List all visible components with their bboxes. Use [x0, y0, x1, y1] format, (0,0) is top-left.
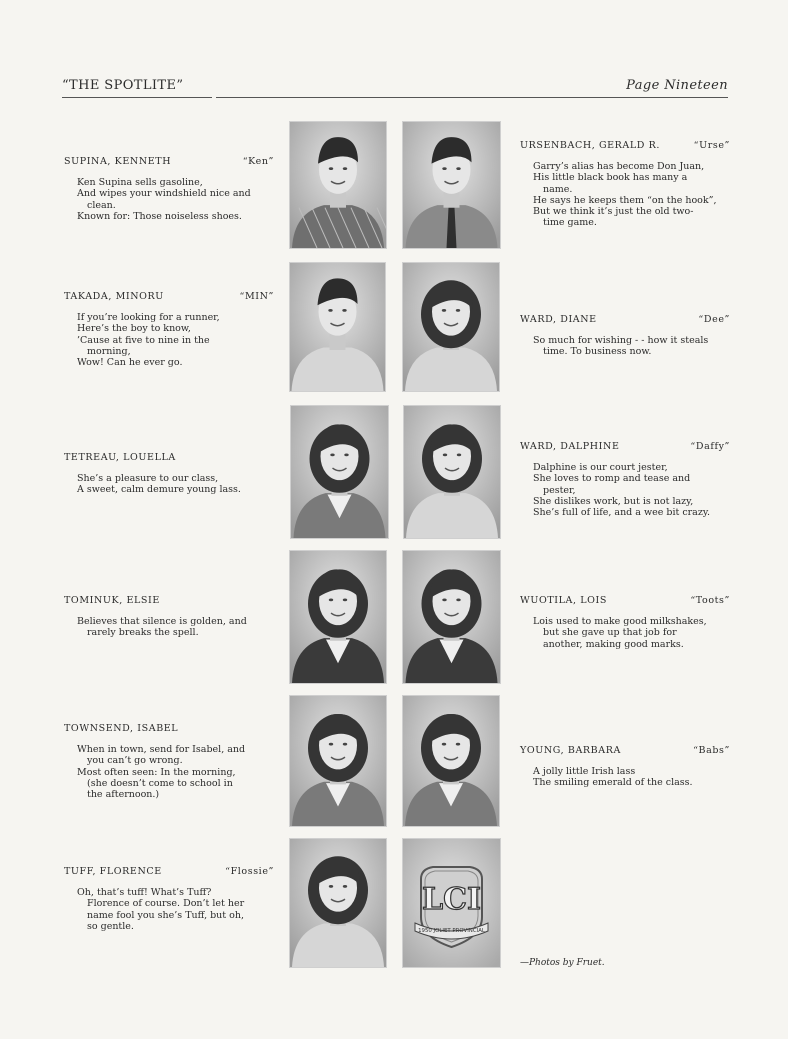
student-name-row [64, 723, 274, 736]
portrait-photo-young [402, 695, 500, 827]
verse-line: Wow! Can he ever go. [77, 357, 183, 369]
student-verse [77, 616, 274, 639]
student-name-row [64, 452, 274, 465]
student-nickname: “Daffy” [690, 441, 730, 452]
verse-line: pester, [543, 484, 576, 496]
portrait-photo-townsend [289, 695, 387, 827]
verse-line: The smiling emerald of the class. [533, 777, 693, 789]
student-verse [77, 312, 274, 368]
verse-line: so gentle. [87, 920, 134, 932]
verse-line: But we think it’s just the old two- [533, 206, 694, 218]
header-rule-left [62, 97, 212, 98]
photo-credit: —Photos by Fruet. [520, 958, 605, 968]
verse-line: He says he keeps them “on the hook”, [533, 194, 717, 206]
verse-line: A sweet, calm demure young lass. [77, 484, 241, 496]
entry-young [520, 745, 730, 789]
student-name-row [520, 441, 730, 454]
verse-line: name fool you she’s Tuff, but oh, [87, 909, 245, 921]
student-verse [533, 161, 730, 229]
portrait-photo-takada [289, 262, 386, 392]
student-name-row [64, 595, 274, 608]
verse-line: If you’re looking for a runner, [77, 312, 220, 323]
verse-line: So much for wishing - - how it steals [533, 335, 709, 346]
student-verse [77, 177, 274, 222]
entry-townsend [64, 723, 274, 800]
student-nickname: “Urse” [693, 140, 730, 151]
student-name-row [520, 745, 730, 758]
verse-line: (she doesn’t come to school in [87, 777, 233, 789]
verse-line: Florence of course. Don’t let her [87, 898, 245, 910]
student-name: TUFF, FLORENCE [64, 866, 162, 877]
verse-line: ’Cause at five to nine in the [77, 334, 210, 346]
portrait-photo-ward-diane [402, 262, 500, 392]
verse-line: Believes that silence is golden, and [77, 616, 247, 627]
student-name: WARD, DIANE [520, 314, 597, 325]
entry-ward-dalphine [520, 441, 730, 518]
verse-line: morning, [87, 345, 131, 357]
student-verse [533, 616, 730, 650]
student-nickname: “Flossie” [225, 866, 274, 877]
verse-line: but she gave up that job for [543, 627, 677, 639]
verse-line: Most often seen: In the morning, [77, 766, 236, 778]
verse-line: Dalphine is our court jester, [533, 462, 668, 473]
verse-line: She loves to romp and tease and [533, 473, 691, 485]
entry-tetreau [64, 452, 274, 496]
student-name-row [520, 314, 730, 327]
entry-supina [64, 156, 274, 222]
verse-line: She’s a pleasure to our class, [77, 473, 219, 484]
verse-line: Oh, that’s tuff! What’s Tuff? [77, 887, 212, 898]
student-name: SUPINA, KENNETH [64, 156, 172, 167]
student-name: TETREAU, LOUELLA [64, 452, 176, 463]
portrait-photo-tetreau [290, 405, 389, 539]
school-emblem [402, 838, 501, 968]
verse-line: His little black book has many a [533, 172, 688, 184]
verse-line: Garry’s alias has become Don Juan, [533, 161, 705, 172]
emblem-letters: LCI [421, 882, 482, 917]
student-nickname: “Dee” [698, 314, 730, 325]
student-nickname: “Babs” [693, 745, 730, 756]
student-name: WUOTILA, LOIS [520, 595, 608, 606]
verse-line: time game. [543, 217, 597, 229]
student-verse [77, 473, 274, 496]
portrait-photo-tuff [289, 838, 387, 968]
verse-line: And wipes your windshield nice and [77, 188, 251, 200]
verse-line: She’s full of life, and a wee bit crazy. [533, 507, 710, 519]
verse-line: clean. [87, 199, 116, 211]
student-verse [77, 744, 274, 800]
student-name: YOUNG, BARBARA [520, 745, 621, 756]
verse-line: name. [543, 183, 573, 195]
portrait-photo-wuotila [402, 550, 501, 684]
portrait-photo-ursenbach [402, 121, 501, 249]
entry-wuotila [520, 595, 730, 650]
student-nickname: “MIN” [239, 291, 274, 302]
verse-line: When in town, send for Isabel, and [77, 744, 246, 755]
verse-line: Lois used to make good milkshakes, [533, 616, 707, 627]
publication-title: “THE SPOTLITE” [62, 78, 184, 93]
entry-ursenbach [520, 140, 730, 229]
header-rule-right [216, 97, 728, 98]
student-name-row [64, 866, 274, 879]
student-name: WARD, DALPHINE [520, 441, 620, 452]
verse-line: the afternoon.) [87, 789, 160, 801]
entry-tominuk [64, 595, 274, 639]
verse-line: She dislikes work, but is not lazy, [533, 495, 694, 507]
student-verse [533, 766, 730, 789]
verse-line: time. To business now. [543, 346, 652, 358]
student-verse [533, 462, 730, 518]
student-name-row [64, 291, 274, 304]
student-name: TOWNSEND, ISABEL [64, 723, 179, 734]
student-name: URSENBACH, GERALD R. [520, 140, 661, 151]
student-name-row [520, 140, 730, 153]
student-nickname: “Toots” [690, 595, 730, 606]
verse-line: Known for: Those noiseless shoes. [77, 210, 242, 222]
verse-line: another, making good marks. [543, 638, 684, 650]
student-name: TAKADA, MINORU [64, 291, 164, 302]
entry-tuff [64, 866, 274, 932]
verse-line: rarely breaks the spell. [87, 627, 199, 639]
entry-takada [64, 291, 274, 368]
verse-line: Here’s the boy to know, [77, 323, 191, 335]
entry-ward-diane [520, 314, 730, 358]
portrait-photo-tominuk [289, 550, 387, 684]
emblem-motto: 1950 JOLIET PROVINCIAL [418, 928, 485, 934]
student-name-row [520, 595, 730, 608]
verse-line: A jolly little Irish lass [533, 766, 636, 777]
page-number: Page Nineteen [626, 78, 728, 93]
page-header [62, 78, 728, 100]
verse-line: you can’t go wrong. [87, 755, 183, 767]
student-name: TOMINUK, ELSIE [64, 595, 160, 606]
portrait-photo-supina [289, 121, 387, 249]
student-verse [533, 335, 730, 358]
student-verse [77, 887, 274, 932]
student-name-row [64, 156, 274, 169]
student-nickname: “Ken” [242, 156, 274, 167]
portrait-photo-ward-dalphine [403, 405, 501, 539]
verse-line: Ken Supina sells gasoline, [77, 177, 203, 188]
